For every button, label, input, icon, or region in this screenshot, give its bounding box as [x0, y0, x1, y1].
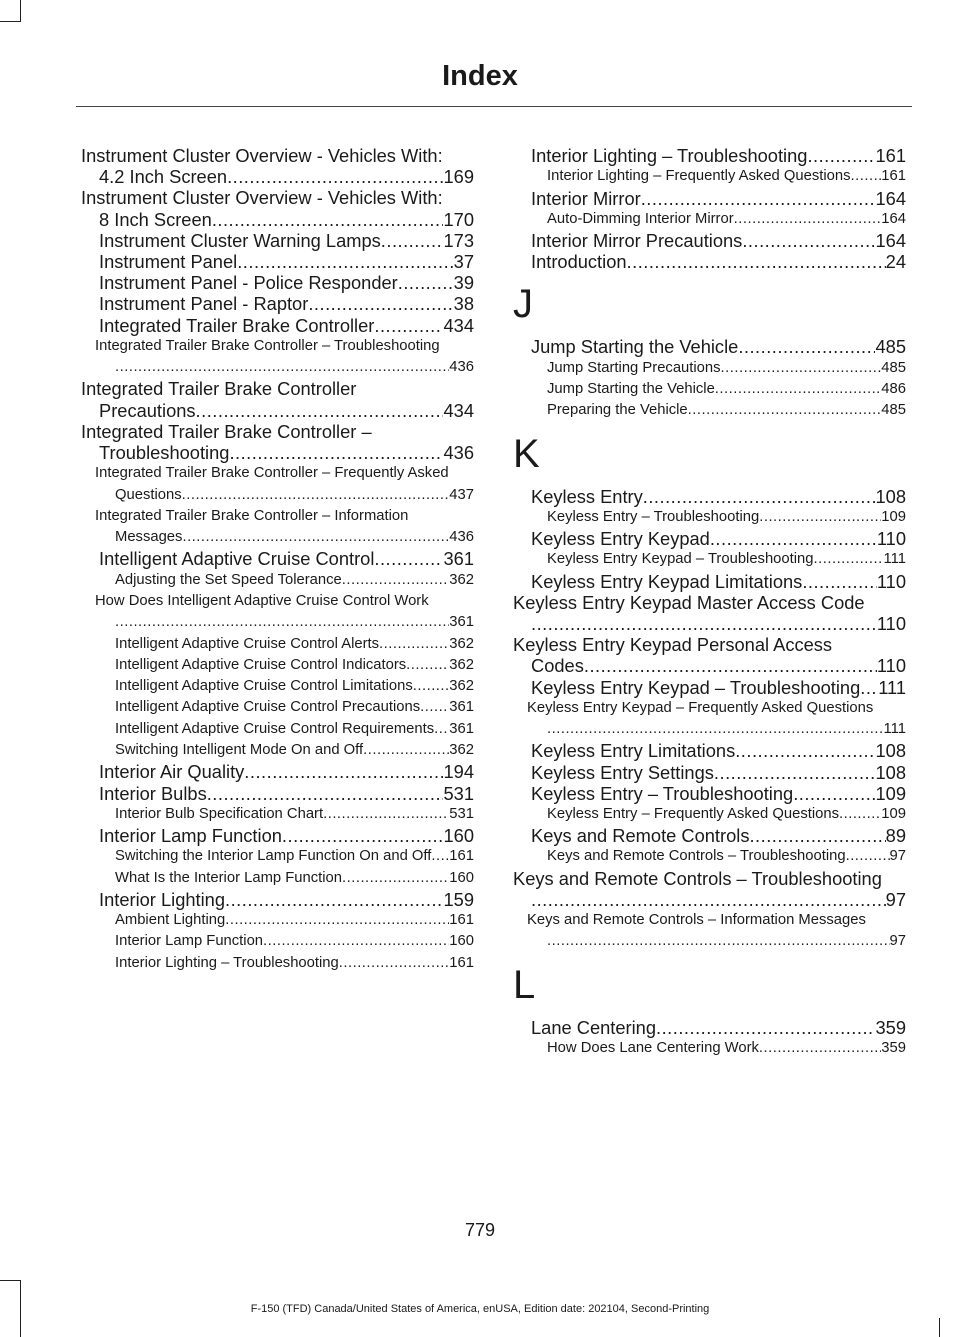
index-entry [81, 293, 474, 314]
index-subentry [81, 634, 474, 655]
index-entry-page: 485 [881, 359, 906, 376]
index-entry-page: 173 [443, 229, 474, 251]
page-title: Index [442, 60, 518, 92]
index-column-left [81, 145, 474, 974]
index-entry-label: Troubleshooting [99, 442, 230, 464]
index-entry-label: Intelligent Adaptive Cruise Control Limitations [115, 678, 413, 695]
index-entry-page: 37 [453, 251, 474, 273]
index-subentry [81, 506, 474, 549]
dot-leader [584, 655, 877, 676]
index-entry-page: 38 [453, 293, 474, 315]
index-entry-page: 109 [881, 508, 906, 525]
index-entry-page: 436 [449, 529, 474, 546]
page-number: 779 [464, 1220, 496, 1240]
dot-leader [381, 230, 444, 251]
index-entry-label-line1: Keys and Remote Controls – Information Messages [527, 912, 866, 929]
index-subentry [81, 676, 474, 697]
index-entry-label: Lane Centering [531, 1016, 657, 1038]
index-entry-page: 97 [889, 933, 906, 950]
index-entry-page: 485 [875, 336, 906, 358]
index-entry [513, 188, 906, 209]
index-entry-label-line1: Keys and Remote Controls – Troubleshooting [513, 867, 882, 889]
index-entry [81, 315, 474, 336]
dot-leader [793, 783, 875, 804]
index-entry-page: 361 [449, 720, 474, 737]
index-entry-page: 169 [443, 166, 474, 188]
dot-leader [282, 825, 444, 846]
index-entry [513, 740, 906, 761]
index-entry-page: 362 [449, 635, 474, 652]
index-entry-label: Keys and Remote Controls [531, 825, 750, 847]
index-subentry [81, 655, 474, 676]
index-entry-page: 486 [881, 380, 906, 397]
index-entry-page: 97 [885, 888, 906, 910]
index-entry-label: Questions [115, 486, 182, 503]
index-entry-label: Preparing the Vehicle [547, 402, 688, 419]
index-entry-page: 109 [875, 782, 906, 804]
dot-leader [846, 846, 890, 867]
index-entry-label: Switching the Interior Lamp Function On and Off [115, 848, 432, 865]
index-column-right [513, 145, 906, 1059]
index-entry [81, 230, 474, 251]
dot-leader [237, 251, 453, 272]
index-subentry [81, 697, 474, 718]
index-subentry [513, 549, 906, 570]
index-entry-label-line1: Instrument Cluster Overview - Vehicles With: [81, 187, 443, 209]
dot-leader [207, 783, 444, 804]
dot-leader [431, 846, 449, 867]
index-entry-page: 110 [876, 655, 906, 677]
crop-mark-bottom-right-v [939, 1318, 940, 1337]
index-entry-label: Interior Air Quality [99, 761, 245, 783]
index-subentry [81, 804, 474, 825]
index-entry-label: Introduction [531, 251, 627, 273]
index-entry-page: 161 [449, 912, 474, 928]
index-entry-page: 361 [449, 699, 474, 716]
index-subentry [81, 719, 474, 740]
index-subentry [513, 698, 906, 741]
index-entry [81, 378, 474, 420]
index-entry-label: Messages [115, 529, 183, 546]
index-entry [513, 783, 906, 804]
dot-leader [759, 1038, 881, 1059]
index-entry-label: Instrument Panel [99, 251, 238, 273]
index-entry-page: 436 [449, 359, 474, 376]
index-entry-label: Keyless Entry – Troubleshooting [547, 508, 760, 525]
index-subentry [81, 570, 474, 591]
index-entry-label: Interior Bulb Specification Chart [115, 805, 324, 822]
index-entry-label: Instrument Cluster Warning Lamps [99, 229, 381, 251]
dot-leader [759, 507, 881, 528]
dot-leader [413, 676, 450, 697]
index-entry-label: Interior Lighting – Frequently Asked Questions [547, 168, 851, 185]
index-entry-page: 359 [875, 1016, 906, 1038]
index-entry-page: 361 [449, 614, 474, 631]
index-entry-page: 164 [875, 187, 906, 209]
index-entry-page: 161 [881, 168, 906, 185]
index-entry-page: 159 [443, 888, 474, 910]
index-entry-label: Interior Lamp Function [99, 825, 282, 846]
index-entry-label: Interior Lighting – Troubleshooting [115, 954, 339, 971]
index-entry-label: Instrument Panel - Police Responder [99, 272, 398, 294]
index-entry-label: Keyless Entry Limitations [531, 740, 736, 762]
dot-leader [339, 953, 450, 974]
index-entry [513, 825, 906, 846]
index-subentry [81, 868, 474, 889]
footer-edition-text: F-150 (TFD) Canada/United States of America, enUSA, Edition date: 202104, Second-Printing [250, 1303, 710, 1315]
dot-leader [229, 442, 443, 463]
index-entry-label-line1: Integrated Trailer Brake Controller – Information [95, 507, 409, 524]
index-entry [513, 677, 906, 698]
index-section-letter: K [513, 431, 540, 476]
index-entry-page: 109 [881, 805, 906, 822]
index-entry-label: Adjusting the Set Speed Tolerance [115, 571, 342, 588]
index-entry-page: 164 [875, 230, 906, 251]
index-entry-label-line1: Integrated Trailer Brake Controller – Troubleshooting [95, 337, 440, 354]
dot-leader [342, 868, 449, 889]
dot-leader [627, 251, 886, 272]
index-entry-label: 4.2 Inch Screen [99, 166, 228, 188]
index-entry-label: Intelligent Adaptive Cruise Control [99, 548, 375, 570]
dot-leader [323, 804, 449, 825]
index-entry [81, 421, 474, 463]
index-entry-page: 39 [453, 272, 474, 294]
dot-leader [115, 612, 449, 633]
index-entry-page: 164 [881, 210, 906, 227]
index-entry [513, 1017, 906, 1038]
index-entry-label: Interior Lighting – Troubleshooting [531, 145, 808, 166]
dot-leader [196, 400, 444, 421]
index-section-letter: L [513, 962, 536, 1007]
index-subentry [81, 336, 474, 379]
dot-leader [807, 145, 875, 166]
index-entry-page: 531 [443, 782, 474, 804]
index-entry-page: 97 [889, 848, 906, 865]
dot-leader [225, 910, 449, 931]
index-entry-label: Interior Mirror [531, 187, 641, 209]
index-entry-page: 161 [449, 954, 474, 971]
index-entry-label: Interior Lighting [99, 888, 226, 910]
index-entry-page: 437 [449, 486, 474, 503]
index-entry [513, 634, 906, 676]
dot-leader [643, 486, 876, 507]
dot-leader [182, 527, 449, 548]
dot-leader [212, 209, 444, 230]
index-subentry [513, 910, 906, 953]
dot-leader [839, 804, 881, 825]
dot-leader [227, 166, 443, 187]
index-entry-page: 194 [443, 761, 474, 783]
dot-leader [802, 571, 877, 592]
dot-leader [308, 293, 453, 314]
index-entry-label: 8 Inch Screen [99, 208, 212, 230]
dot-leader [860, 677, 878, 698]
index-entry-page: 362 [449, 678, 474, 695]
index-entry-label: Jump Starting the Vehicle [531, 336, 739, 358]
index-entry-label: Interior Bulbs [99, 782, 207, 804]
index-entry [513, 528, 906, 549]
index-entry-label-line1: Integrated Trailer Brake Controller [81, 378, 357, 400]
index-entry-label: Interior Lamp Function [115, 933, 264, 950]
index-subentry [81, 740, 474, 761]
dot-leader [374, 548, 443, 569]
dot-leader [814, 549, 884, 570]
index-entry-page: 108 [875, 485, 906, 507]
index-entry-label: Jump Starting the Vehicle [547, 380, 715, 397]
index-entry [513, 230, 906, 251]
dot-leader [263, 931, 449, 952]
index-entry [513, 762, 906, 783]
index-entry-label: Keyless Entry Keypad [531, 528, 710, 549]
dot-leader [641, 188, 876, 209]
index-entry-label: Codes [531, 655, 584, 677]
index-entry [81, 548, 474, 569]
dot-leader [656, 1017, 875, 1038]
index-entry-label: Keyless Entry Keypad – Troubleshooting [547, 551, 814, 568]
dot-leader [379, 634, 449, 655]
dot-leader [115, 357, 449, 378]
index-subentry [513, 209, 906, 230]
index-subentry [513, 166, 906, 187]
dot-leader [749, 825, 885, 846]
index-entry-label: Jump Starting Precautions [547, 359, 721, 376]
index-entry-page: 161 [875, 145, 906, 166]
index-entry-page: 359 [881, 1039, 906, 1056]
index-subentry [513, 507, 906, 528]
index-entry-page: 111 [883, 551, 906, 568]
index-entry [81, 825, 474, 846]
index-subentry [513, 358, 906, 379]
dot-leader [735, 740, 875, 761]
index-entry-page: 110 [876, 528, 906, 549]
index-entry-label: Intelligent Adaptive Cruise Control Precautions [115, 699, 421, 716]
index-entry [81, 145, 474, 187]
index-subentry [81, 931, 474, 952]
index-entry-page: 362 [449, 571, 474, 588]
crop-mark-top-left-v [20, 0, 21, 22]
index-subentry [81, 846, 474, 867]
index-entry-label: Precautions [99, 399, 196, 421]
index-entry-label: Ambient Lighting [115, 912, 226, 928]
index-entry [81, 783, 474, 804]
index-entry-page: 89 [885, 825, 906, 847]
index-entry-label-line1: Instrument Cluster Overview - Vehicles With: [81, 145, 443, 166]
index-entry-label-line1: Integrated Trailer Brake Controller – [81, 420, 372, 442]
index-subentry [513, 804, 906, 825]
index-entry-page: 108 [875, 761, 906, 783]
index-subentry [81, 953, 474, 974]
dot-leader [688, 400, 882, 421]
index-entry-label-line1: Keyless Entry Keypad Personal Access [513, 634, 833, 656]
index-subentry [513, 379, 906, 400]
index-subentry [81, 910, 474, 931]
dot-leader [374, 315, 443, 336]
index-entry [81, 187, 474, 229]
dot-leader [531, 613, 877, 634]
index-entry-label: Auto-Dimming Interior Mirror [547, 210, 734, 227]
index-entry [513, 145, 906, 166]
dot-leader [420, 697, 449, 718]
index-entry [513, 486, 906, 507]
dot-leader [342, 570, 450, 591]
index-entry [81, 251, 474, 272]
index-entry-page: 361 [443, 548, 474, 570]
index-subentry [513, 400, 906, 421]
index-entry-label: Keyless Entry Keypad – Troubleshooting [531, 676, 861, 698]
index-entry [513, 251, 906, 272]
index-entry [81, 272, 474, 293]
index-entry-label-line1: Keyless Entry Keypad – Frequently Asked Questions [527, 699, 874, 716]
index-entry-page: 436 [443, 442, 474, 464]
index-subentry [81, 591, 474, 634]
dot-leader [714, 762, 876, 783]
index-entry-page: 485 [881, 402, 906, 419]
index-entry-label: How Does Lane Centering Work [547, 1039, 759, 1056]
index-subentry [513, 846, 906, 867]
dot-leader [851, 166, 882, 187]
dot-leader [715, 379, 882, 400]
index-entry-page: 111 [883, 721, 906, 738]
crop-mark-bottom-left-h [0, 1280, 20, 1281]
index-entry-page: 160 [449, 869, 474, 886]
dot-leader [398, 272, 454, 293]
index-entry-page: 110 [876, 570, 906, 592]
index-entry-page: 531 [449, 805, 474, 822]
dot-leader [738, 336, 875, 357]
index-entry-label: Intelligent Adaptive Cruise Control Requirements [115, 720, 435, 737]
index-entry-page: 434 [443, 314, 474, 336]
index-section-letter: J [513, 282, 533, 327]
index-entry-label: Interior Mirror Precautions [531, 230, 743, 251]
index-entry-page: 111 [878, 676, 906, 698]
index-entry-label: Keyless Entry [531, 485, 643, 507]
index-entry-label: Intelligent Adaptive Cruise Control Alerts [115, 635, 380, 652]
index-entry [81, 889, 474, 910]
index-entry-label: Keyless Entry – Troubleshooting [531, 782, 794, 804]
dot-leader [434, 719, 449, 740]
index-entry-page: 170 [443, 208, 474, 230]
dot-leader [531, 889, 886, 910]
dot-leader [721, 358, 882, 379]
dot-leader [363, 740, 449, 761]
index-entry [513, 336, 906, 357]
index-entry-page: 160 [443, 825, 474, 846]
index-entry-label-line1: Integrated Trailer Brake Controller – Frequently Asked [95, 465, 449, 482]
dot-leader [182, 485, 450, 506]
index-entry-label: Intelligent Adaptive Cruise Control Indicators [115, 656, 407, 673]
dot-leader [734, 209, 882, 230]
index-entry-label: What Is the Interior Lamp Function [115, 869, 342, 886]
index-entry-page: 362 [449, 742, 474, 758]
dot-leader [406, 655, 449, 676]
index-entry [513, 592, 906, 634]
index-entry-page: 362 [449, 656, 474, 673]
index-entry [81, 761, 474, 782]
index-entry-page: 108 [875, 740, 906, 762]
index-entry-label: Keys and Remote Controls – Troubleshooting [547, 848, 846, 865]
index-entry-page: 434 [443, 399, 474, 421]
dot-leader [547, 719, 884, 740]
dot-leader [244, 761, 443, 782]
index-entry-label-line1: How Does Intelligent Adaptive Cruise Control Work [95, 592, 429, 609]
dot-leader [742, 230, 875, 251]
index-entry-label: Instrument Panel - Raptor [99, 293, 309, 315]
index-entry-label: Switching Intelligent Mode On and Off [115, 742, 364, 758]
index-subentry [81, 463, 474, 506]
index-entry-label: Integrated Trailer Brake Controller [99, 314, 375, 336]
index-entry-page: 161 [449, 848, 474, 865]
index-entry [513, 868, 906, 910]
index-entry-label-line1: Keyless Entry Keypad Master Access Code [513, 591, 865, 613]
dot-leader [225, 889, 443, 910]
dot-leader [547, 931, 890, 952]
index-entry-label: Keyless Entry – Frequently Asked Questions [547, 805, 839, 822]
index-subentry [513, 1038, 906, 1059]
index-entry [513, 571, 906, 592]
dot-leader [710, 528, 877, 549]
index-entry-page: 24 [885, 251, 906, 273]
crop-mark-top-left-h [0, 21, 20, 22]
index-entry-page: 110 [876, 612, 906, 634]
index-entry-label: Keyless Entry Keypad Limitations [531, 570, 803, 592]
index-entry-label: Keyless Entry Settings [531, 761, 714, 783]
index-entry-page: 160 [449, 933, 474, 950]
header-divider [76, 106, 912, 107]
